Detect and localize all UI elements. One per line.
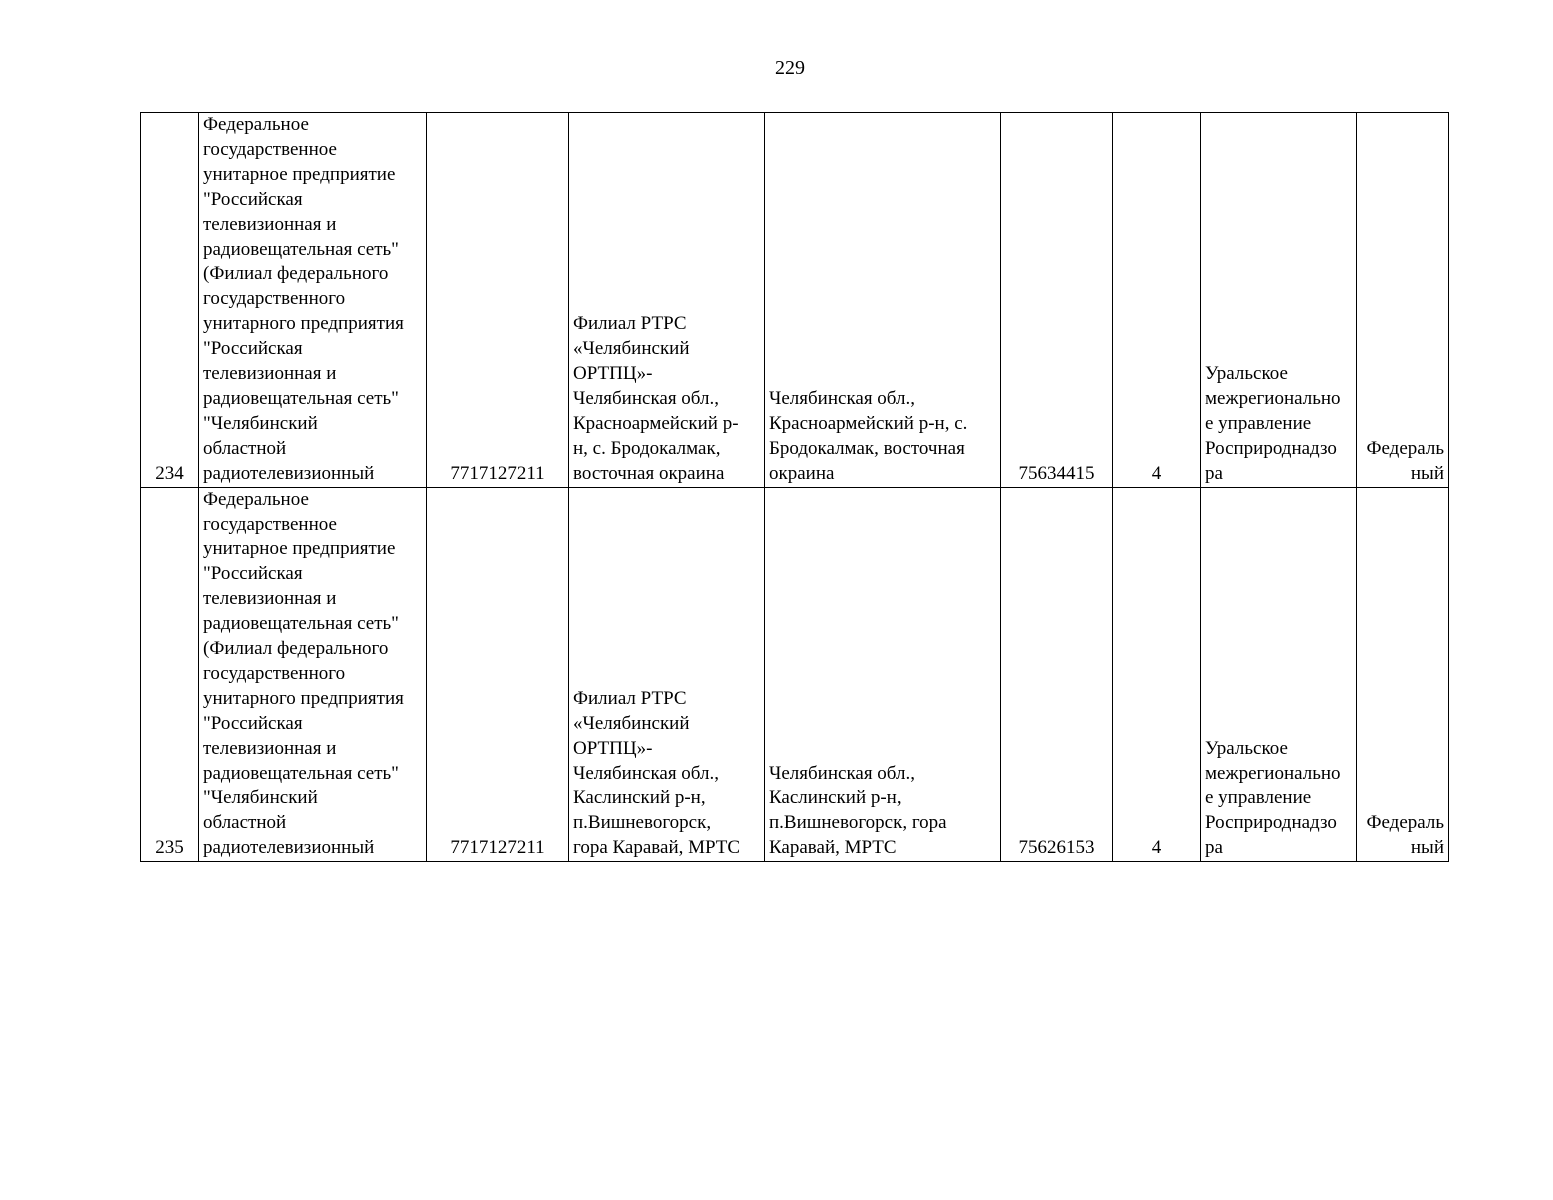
- cell-line: унитарного предприятия: [203, 687, 404, 709]
- cell-line: радиовещательная сеть": [203, 238, 399, 260]
- cell-line: гора Каравай, МРТС: [573, 837, 741, 859]
- inn-cell: 7717127211: [427, 487, 569, 862]
- oktmo-cell: 75634415: [1001, 113, 1113, 488]
- cell-line: е управление: [1205, 412, 1312, 434]
- inn-cell: 7717127211: [427, 113, 569, 488]
- location-address-cell: [765, 113, 1001, 488]
- row-number-cell: 234: [141, 113, 199, 488]
- cell-line: Бродокалмак, восточная: [769, 437, 965, 459]
- oktmo-cell: 75626153: [1001, 487, 1113, 862]
- organization-name-cell: [199, 487, 427, 862]
- table-row: [141, 113, 1449, 488]
- cell-line: областной: [203, 812, 287, 834]
- cell-line: государственное: [203, 513, 337, 535]
- cell-line: Федераль: [1366, 437, 1444, 459]
- cell-line: радиотелевизионный: [203, 462, 375, 484]
- cell-line: (Филиал федерального: [203, 638, 389, 660]
- authority-cell: [1201, 487, 1357, 862]
- cell-line: "Челябинский: [203, 412, 318, 434]
- cell-line: государственного: [203, 288, 346, 310]
- cell-line: ный: [1410, 837, 1444, 859]
- cell-line: унитарное предприятие: [203, 538, 396, 560]
- supervision-level-cell: [1357, 487, 1449, 862]
- table-row: [141, 487, 1449, 862]
- cell-line: ОРТПЦ»-: [573, 737, 653, 759]
- cell-line: Красноармейский р-: [573, 412, 739, 434]
- cell-line: телевизионная и: [203, 363, 337, 385]
- cell-line: Уральское: [1205, 737, 1288, 759]
- cell-line: Каслинский р-н,: [769, 787, 902, 809]
- cell-line: ный: [1410, 462, 1444, 484]
- cell-line: ра: [1205, 462, 1223, 484]
- cell-line: Федеральное: [203, 488, 309, 510]
- authority-cell: [1201, 113, 1357, 488]
- cell-line: радиовещательная сеть": [203, 387, 399, 409]
- cell-line: «Челябинский: [573, 712, 690, 734]
- object-address-cell: [569, 113, 765, 488]
- location-address-cell: [765, 487, 1001, 862]
- cell-line: "Российская: [203, 563, 303, 585]
- cell-line: "Российская: [203, 338, 303, 360]
- cell-line: Красноармейский р-н, с.: [769, 412, 968, 434]
- cell-line: ра: [1205, 837, 1223, 859]
- registry-table-body: [141, 113, 1449, 862]
- cell-line: восточная окраина: [573, 462, 725, 484]
- cell-line: Челябинская обл.,: [573, 762, 719, 784]
- category-cell: 4: [1113, 487, 1201, 862]
- cell-line: Федераль: [1366, 812, 1444, 834]
- cell-line: Челябинская обл.,: [769, 387, 915, 409]
- cell-line: ОРТПЦ»-: [573, 363, 653, 385]
- cell-line: Каравай, МРТС: [769, 837, 897, 859]
- cell-line: областной: [203, 437, 287, 459]
- page-number: 229: [775, 57, 805, 79]
- cell-line: государственного: [203, 662, 346, 684]
- cell-line: унитарное предприятие: [203, 163, 396, 185]
- cell-line: радиовещательная сеть": [203, 762, 399, 784]
- cell-line: Филиал РТРС: [573, 313, 687, 335]
- cell-line: Уральское: [1205, 363, 1288, 385]
- cell-line: «Челябинский: [573, 338, 690, 360]
- cell-line: телевизионная и: [203, 588, 337, 610]
- cell-line: Филиал РТРС: [573, 687, 687, 709]
- cell-line: Росприроднадзо: [1205, 437, 1337, 459]
- registry-table: [140, 112, 1449, 862]
- cell-line: е управление: [1205, 787, 1312, 809]
- cell-line: межрегионально: [1205, 387, 1341, 409]
- cell-line: п.Вишневогорск,: [573, 812, 712, 834]
- cell-line: Челябинская обл.,: [769, 762, 915, 784]
- cell-line: государственное: [203, 138, 337, 160]
- cell-line: унитарного предприятия: [203, 313, 404, 335]
- category-cell: 4: [1113, 113, 1201, 488]
- cell-line: межрегионально: [1205, 762, 1341, 784]
- cell-line: "Российская: [203, 188, 303, 210]
- cell-line: радиовещательная сеть": [203, 613, 399, 635]
- row-number-cell: 235: [141, 487, 199, 862]
- object-address-cell: [569, 487, 765, 862]
- cell-line: "Российская: [203, 712, 303, 734]
- cell-line: "Челябинский: [203, 787, 318, 809]
- cell-line: п.Вишневогорск, гора: [769, 812, 947, 834]
- cell-line: Росприроднадзо: [1205, 812, 1337, 834]
- organization-name-cell: [199, 113, 427, 488]
- cell-line: Федеральное: [203, 114, 309, 135]
- cell-line: Каслинский р-н,: [573, 787, 706, 809]
- cell-line: н, с. Бродокалмак,: [573, 437, 721, 459]
- cell-line: (Филиал федерального: [203, 263, 389, 285]
- cell-line: радиотелевизионный: [203, 837, 375, 859]
- supervision-level-cell: [1357, 113, 1449, 488]
- cell-line: Челябинская обл.,: [573, 387, 719, 409]
- cell-line: телевизионная и: [203, 737, 337, 759]
- cell-line: телевизионная и: [203, 213, 337, 235]
- cell-line: окраина: [769, 462, 835, 484]
